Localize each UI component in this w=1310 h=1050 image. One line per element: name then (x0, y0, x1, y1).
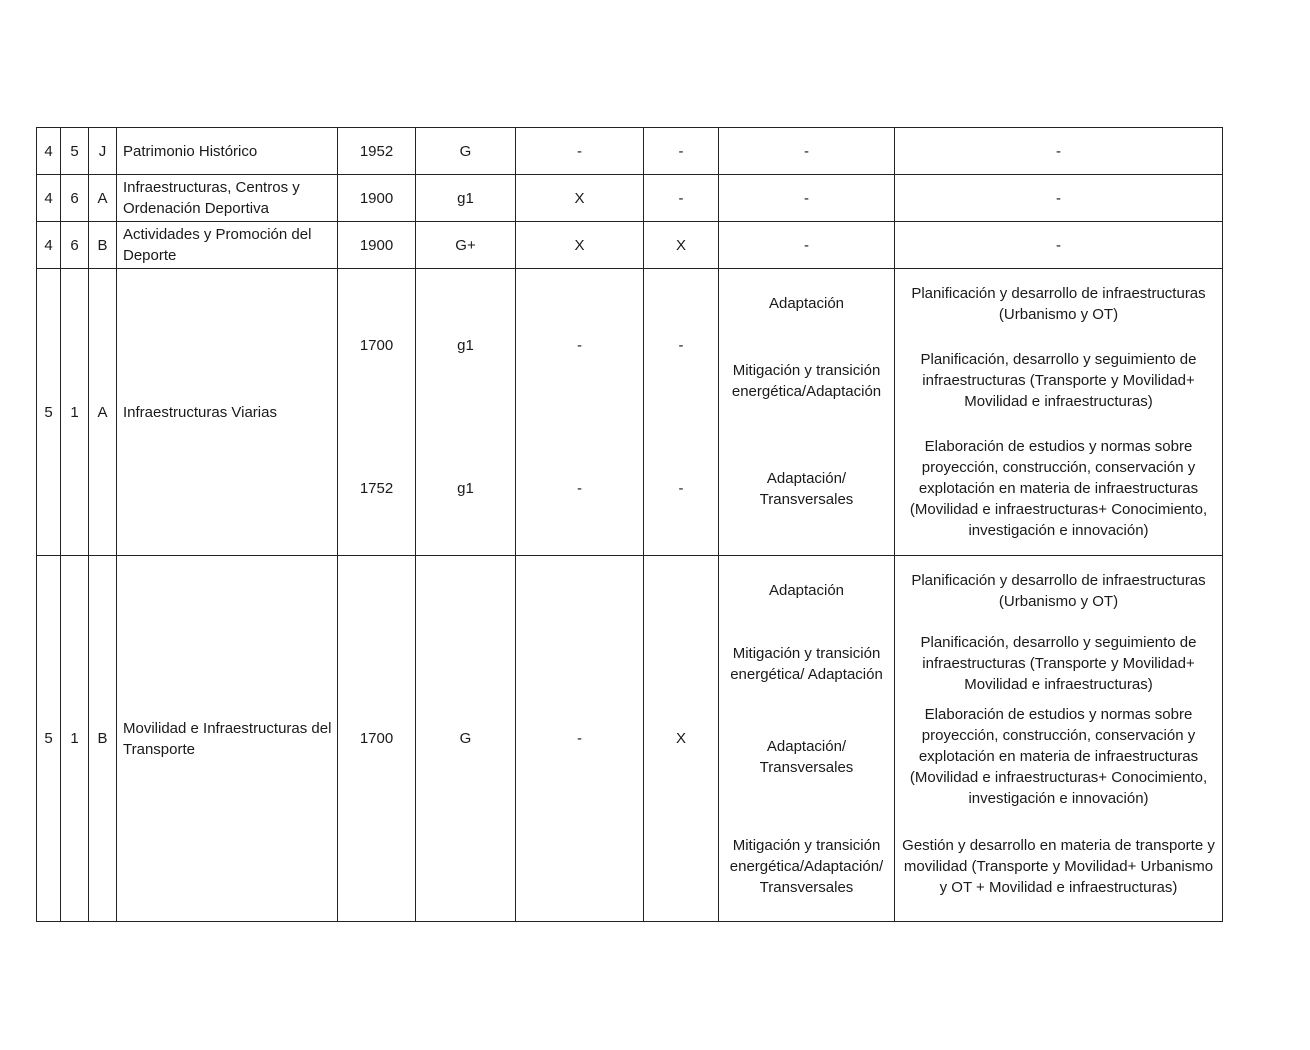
program-name: Actividades y Promoción del Deporte (117, 222, 338, 269)
adaptation-category: Adaptación/ Transversales (719, 702, 895, 812)
action-description: Planificación, desarrollo y seguimiento de infraestructuras (Transporte y Movilidad+ Movilidad e infraestructuras) (895, 339, 1223, 423)
program-name: Patrimonio Histórico (117, 128, 338, 175)
column-7-mark: X (516, 175, 644, 222)
adaptation-category: Mitigación y transición energética/Adaptación (719, 339, 895, 423)
adaptation-category: - (719, 175, 895, 222)
column-8-mark: - (644, 175, 719, 222)
subsection-code: 6 (61, 222, 89, 269)
program-letter: A (89, 175, 117, 222)
program-name: Infraestructuras Viarias (117, 269, 338, 556)
action-description: Planificación y desarrollo de infraestructuras (Urbanismo y OT) (895, 269, 1223, 339)
program-type: G (416, 128, 516, 175)
adaptation-category: Mitigación y transición energética/Adaptación/ Transversales (719, 812, 895, 922)
table-row (37, 269, 1223, 339)
subsection-code: 5 (61, 128, 89, 175)
subsection-code: 1 (61, 556, 89, 922)
column-8-mark: - (644, 269, 719, 423)
program-code: 1700 (338, 556, 416, 922)
program-type: g1 (416, 269, 516, 423)
column-7-mark: - (516, 269, 644, 423)
adaptation-category: Adaptación (719, 269, 895, 339)
program-code: 1900 (338, 222, 416, 269)
section-code: 4 (37, 128, 61, 175)
section-code: 4 (37, 175, 61, 222)
action-description: - (895, 175, 1223, 222)
table-row (37, 128, 1223, 175)
program-letter: J (89, 128, 117, 175)
action-description: Planificación, desarrollo y seguimiento de infraestructuras (Transporte y Movilidad+ Movilidad e infraestructuras) (895, 626, 1223, 702)
adaptation-category: Adaptación/ Transversales (719, 423, 895, 556)
budget-program-table (36, 127, 1223, 922)
action-description: - (895, 128, 1223, 175)
column-7-mark: X (516, 222, 644, 269)
program-code: 1952 (338, 128, 416, 175)
action-description: Gestión y desarrollo en materia de transporte y movilidad (Transporte y Movilidad+ Urbanismo y OT + Movilidad e infraestructuras) (895, 812, 1223, 922)
column-8-mark: X (644, 556, 719, 922)
program-type: G+ (416, 222, 516, 269)
program-code: 1752 (338, 423, 416, 556)
table-row (37, 556, 1223, 626)
section-code: 5 (37, 269, 61, 556)
adaptation-category: Mitigación y transición energética/ Adaptación (719, 626, 895, 702)
program-code: 1900 (338, 175, 416, 222)
program-letter: A (89, 269, 117, 556)
program-letter: B (89, 556, 117, 922)
subsection-code: 1 (61, 269, 89, 556)
adaptation-category: - (719, 128, 895, 175)
program-type: g1 (416, 175, 516, 222)
action-description: Planificación y desarrollo de infraestructuras (Urbanismo y OT) (895, 556, 1223, 626)
program-name: Infraestructuras, Centros y Ordenación Deportiva (117, 175, 338, 222)
section-code: 5 (37, 556, 61, 922)
action-description: Elaboración de estudios y normas sobre proyección, construcción, conservación y explotación en materia de infraestructuras (Movilidad e infraestructuras+ Conocimiento, investigación e innovación) (895, 702, 1223, 812)
adaptation-category: Adaptación (719, 556, 895, 626)
subsection-code: 6 (61, 175, 89, 222)
table-row (37, 175, 1223, 222)
column-7-mark: - (516, 423, 644, 556)
column-8-mark: - (644, 128, 719, 175)
action-description: Elaboración de estudios y normas sobre proyección, construcción, conservación y explotación en materia de infraestructuras (Movilidad e infraestructuras+ Conocimiento, investigación e innovación) (895, 423, 1223, 556)
column-8-mark: X (644, 222, 719, 269)
column-7-mark: - (516, 128, 644, 175)
program-name: Movilidad e Infraestructuras del Transporte (117, 556, 338, 922)
program-letter: B (89, 222, 117, 269)
table-row (37, 222, 1223, 269)
column-8-mark: - (644, 423, 719, 556)
section-code: 4 (37, 222, 61, 269)
program-type: G (416, 556, 516, 922)
program-type: g1 (416, 423, 516, 556)
adaptation-category: - (719, 222, 895, 269)
program-code: 1700 (338, 269, 416, 423)
column-7-mark: - (516, 556, 644, 922)
action-description: - (895, 222, 1223, 269)
